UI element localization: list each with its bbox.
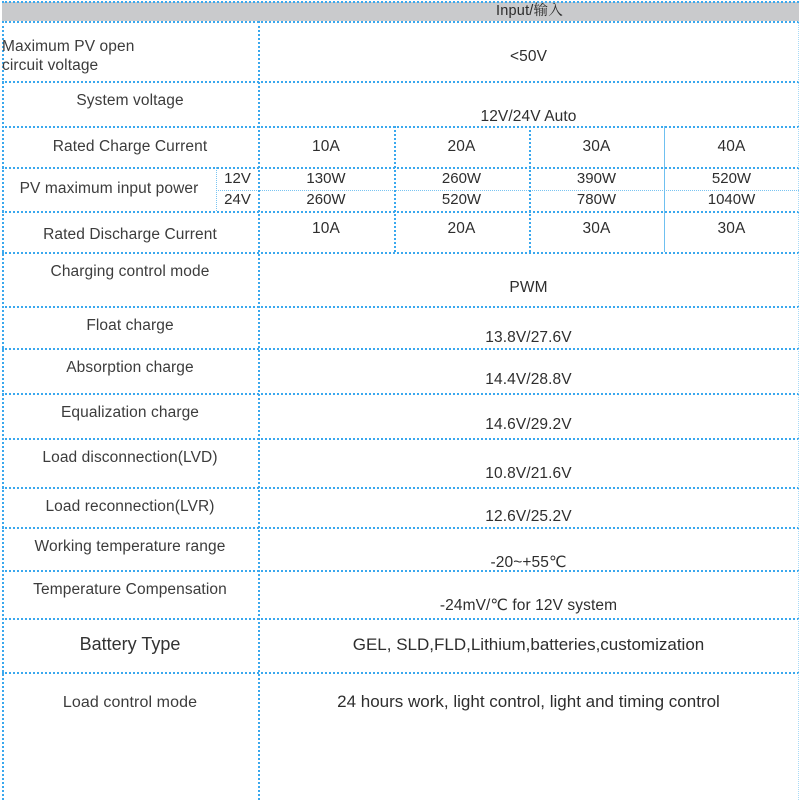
table-header-title: Input/输入 xyxy=(496,3,563,19)
row-value-rated-charge-30a: 30A xyxy=(582,137,611,155)
row-label-rated-discharge-current: Rated Discharge Current xyxy=(43,226,217,243)
row-label-pv-max-input-power: PV maximum input power xyxy=(19,180,199,198)
row-value-rated-discharge-20a: 20A xyxy=(447,219,476,237)
row-value-charging-control-mode: PWM xyxy=(509,279,548,296)
row-value-pv-24v-30a: 780W xyxy=(576,191,617,209)
row-value-temperature-compensation: -24mV/℃ for 12V system xyxy=(439,597,618,614)
row-value-pv-24v-40a: 1040W xyxy=(707,191,756,209)
row-value-pv-12v-10a: 130W xyxy=(306,169,346,187)
row-value-pv-12v-20a: 260W xyxy=(441,169,482,187)
row-value-system-voltage: 12V/24V Auto xyxy=(480,108,577,125)
row-value-rated-discharge-40a: 30A xyxy=(717,219,746,237)
row-label-float-charge: Float charge xyxy=(86,317,174,334)
row-value-load-disconnection: 10.8V/21.6V xyxy=(485,465,572,482)
row-value-pv-24v-10a: 260W xyxy=(306,191,346,209)
row-value-battery-type: GEL, SLD,FLD,Lithium,batteries,customization xyxy=(352,635,705,654)
row-label-battery-type: Battery Type xyxy=(79,634,181,654)
row-label-load-control-mode: Load control mode xyxy=(62,694,198,711)
row-sublabel-24v: 24V xyxy=(224,191,251,209)
row-value-rated-charge-20a: 20A xyxy=(447,137,476,155)
row-label-charging-control-mode: Charging control mode xyxy=(50,263,210,280)
row-value-max-pv-voltage: <50V xyxy=(509,48,548,65)
row-label-max-pv-voltage xyxy=(2,22,258,81)
row-label-absorption-charge: Absorption charge xyxy=(66,359,194,376)
row-value-rated-charge-40a: 40A xyxy=(717,137,746,155)
row-value-pv-12v-40a: 520W xyxy=(711,169,752,187)
row-label-temperature-compensation: Temperature Compensation xyxy=(33,581,227,598)
row-value-rated-discharge-10a: 10A xyxy=(312,219,340,237)
row-sublabel-12v: 12V xyxy=(224,169,251,187)
row-value-absorption-charge: 14.4V/28.8V xyxy=(485,371,572,388)
row-value-float-charge: 13.8V/27.6V xyxy=(485,329,572,346)
row-label-rated-charge-current: Rated Charge Current xyxy=(52,137,208,155)
row-value-pv-24v-20a: 520W xyxy=(441,191,482,209)
row-label-working-temperature-range: Working temperature range xyxy=(34,538,226,555)
row-label-line1: Maximum PV open xyxy=(2,37,135,55)
row-label-system-voltage: System voltage xyxy=(76,92,184,109)
row-label-load-reconnection: Load reconnection(LVR) xyxy=(45,498,215,515)
row-label-line2: circuit voltage xyxy=(2,56,99,74)
row-value-working-temperature-range: -20~+55℃ xyxy=(490,554,567,571)
row-value-equalization-charge: 14.6V/29.2V xyxy=(485,416,572,433)
row-value-load-reconnection: 12.6V/25.2V xyxy=(485,508,572,525)
row-value-pv-12v-30a: 390W xyxy=(576,169,617,187)
row-value-rated-discharge-30a: 30A xyxy=(582,219,611,237)
rule-top xyxy=(2,1,799,3)
row-value-load-control-mode: 24 hours work, light control, light and timing control xyxy=(337,692,720,711)
row-value-rated-charge-10a: 10A xyxy=(312,137,340,155)
row-label-load-disconnection: Load disconnection(LVD) xyxy=(42,449,218,466)
row-label-equalization-charge: Equalization charge xyxy=(60,404,200,421)
